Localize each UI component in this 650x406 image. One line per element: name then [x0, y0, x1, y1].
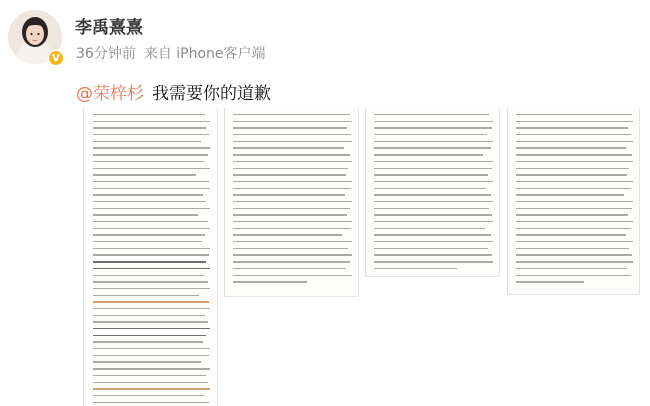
post-image-4[interactable] [507, 108, 640, 295]
post-image-1[interactable] [83, 108, 218, 406]
post-source: 来自 iPhone客户端 [143, 46, 266, 62]
post-meta [76, 43, 266, 63]
verified-badge-icon: V [48, 50, 64, 66]
post-image-3[interactable] [365, 108, 500, 277]
post-image-2[interactable] [224, 108, 359, 297]
document-page-photo-icon [84, 108, 217, 403]
post-time[interactable]: 36分钟前 [76, 46, 136, 62]
document-page-photo-icon [366, 108, 499, 269]
post-body: 我需要你的道歉 [152, 84, 271, 104]
document-page-photo-icon [225, 108, 358, 283]
post-text [76, 79, 271, 104]
mention-link[interactable]: @荣梓杉 [76, 84, 144, 104]
document-page-photo-icon [508, 108, 639, 283]
username[interactable]: 李禹熹熹 [75, 18, 143, 38]
